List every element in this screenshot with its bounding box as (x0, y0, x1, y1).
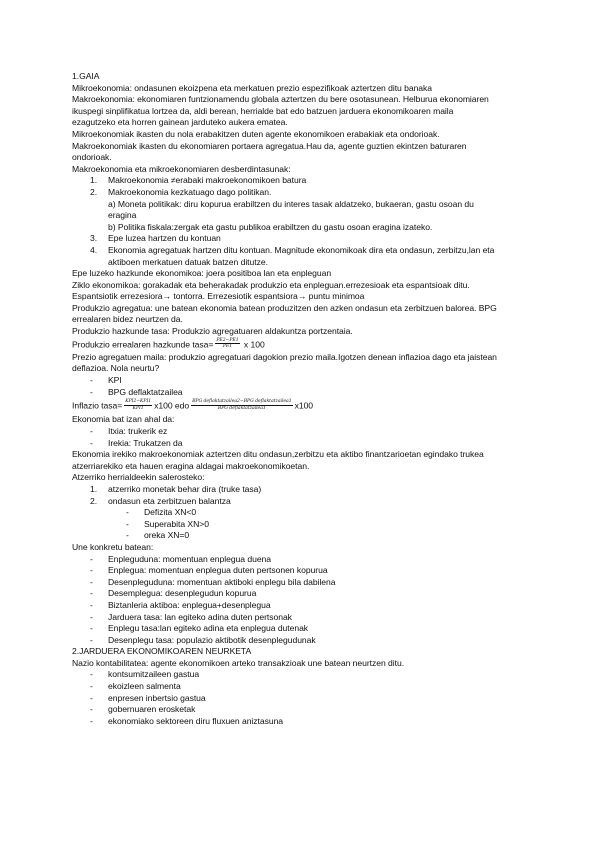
list-item (72, 233, 542, 245)
list-number: 4. (90, 244, 98, 255)
text-line: Produkzio agregatua: une batean ekonomia batean produzitzen den azken ondasun eta zerbitzuen balorea. BPG (72, 302, 497, 313)
ziklo-ekonomikoa: Ziklo ekonomikoa: gorakadak eta beherakadak produkzio eta enpleguan.errezesioak eta espantsioak ditu. (72, 279, 470, 290)
formula-prefix: Produkzio errealaren hazkunde tasa= (72, 339, 214, 350)
atzerriko-title: Atzerriko herrialdeekin salerosteko: (72, 472, 205, 483)
list-item-text: Epe luzea hartzen du kontuan (108, 233, 221, 244)
list-number: 2. (90, 495, 98, 506)
erreal-hazkunde-formula (72, 339, 542, 351)
fraction-denominator: KPI1 (132, 405, 144, 411)
list-item: - Enplegua: momentuan enplegua duten pertsonen kopurua (72, 565, 542, 577)
list-number: 1. (90, 175, 98, 186)
ekonomia-irekia-definition (72, 449, 542, 472)
list-item (72, 175, 542, 187)
formula-mid: x100 edo (154, 400, 190, 411)
section-1-heading: 1.GAIA (72, 71, 100, 81)
list-item: - BPG deflaktatzailea (72, 387, 542, 399)
list-item-text: Makroekonomia ≠erabaki makroekonomikoen batura (108, 175, 307, 186)
desberdintasunak-list (72, 175, 542, 268)
fraction-numerator: KPI2−KPI1 (125, 399, 152, 405)
formula-suffix: x100 (294, 400, 314, 411)
list-item: - KPI (72, 375, 542, 387)
list-item-text: Makroekonomia kezkatuago dago politikan. (108, 186, 272, 197)
list-item: - ekonomiako sektoreen diru fluxuen aniztasuna (72, 716, 542, 728)
formula-suffix: x 100 (241, 339, 265, 350)
list-item-text: aktiboen merkatuen datuak batzen ditutze. (108, 256, 268, 267)
list-item (72, 496, 542, 508)
inflazio-tasa-formula (72, 400, 542, 412)
text-line: a) Moneta politikak: diru kopurua erabiltzen du interes tasak aldatzeko, bukaeran, gastu osoan du (108, 198, 474, 209)
list-item (72, 199, 542, 222)
makroekonomia-definition (72, 94, 542, 129)
list-number: 1. (90, 483, 98, 494)
list-item: - Superabita XN>0 (72, 519, 542, 531)
mikroekonomia-ikasten: Mikroekonomiak ikasten du nola erabakitzen duten agente ekonomikoen erabakiak eta ondorioak. (72, 128, 440, 139)
text-line: b) Politika fiskala:zergak eta gastu publikoa erabiltzen du gastu osoan eragina izateko. (108, 221, 433, 232)
une-konkretu-list (72, 554, 542, 647)
list-item-text: atzerriko monetak behar dira (truke tasa) (108, 483, 262, 494)
list-item: - Enplegu tasa:lan egiteko adina eta enplegua dutenak (72, 623, 542, 635)
fraction-numerator: PE2−PE1 (216, 337, 239, 343)
formula-prefix: Inflazio tasa= (72, 400, 123, 411)
list-item: - Biztanleria aktiboa: enplegua+desenplegua (72, 600, 542, 612)
list-item: - Desenpleguduna: momentuan aktiboki enplegu bila dabilena (72, 577, 542, 589)
text-line: errealaren bidez neurtzen da. (72, 314, 183, 325)
list-item-text: Ekonomia agregatuak hartzen ditu kontuan. Magnitude ekonomikoak dira eta ondasun, zerbitzu,lan eta (108, 244, 495, 255)
list-item: - Jarduera tasa: lan egiteko adina duten pertsonak (72, 612, 542, 624)
bat-izan-list (72, 426, 542, 449)
text-line: eragina (108, 210, 137, 221)
list-number: 3. (90, 233, 98, 244)
fraction-numerator: BPG deflaktatzailea2−BPG deflaktatzailea1 (192, 399, 292, 405)
text-line: atzerriarekiko eta hauen eragina aldagai makroekonomikoetan. (72, 460, 310, 471)
text-line: deflazioa. Nola neurtu? (72, 363, 160, 374)
fraction (215, 338, 239, 350)
prezio-agregatuen-maila (72, 352, 542, 375)
text-line: Makroekonomiak ikasten du ekonomiaren portaera agregatua.Hau da, agente guztien ekintzen baturaren (72, 140, 467, 151)
produkzio-hazkunde-tasa: Produkzio hazkunde tasa: Produkzio agregatuaren aldakuntza portzentaia. (72, 326, 353, 337)
text-line: Prezio agregatuen maila: produkzio agregatuari dagokion prezio maila.Igotzen denean inflazioa dago eta jaistean (72, 351, 497, 362)
list-item: - ekoizleen salmenta (72, 681, 542, 693)
atzerriko-list (72, 484, 542, 507)
fraction (124, 399, 152, 411)
makroekonomia-ikasten (72, 141, 542, 164)
list-item: - Defizita XN<0 (72, 507, 542, 519)
list-item (72, 187, 542, 199)
text-line: Makroekonomia: ekonomiaren funtzionamendu globala aztertzen du bere osotasunean. Helburua ekonomiaren (72, 94, 489, 105)
fraction (191, 399, 293, 411)
list-item: - Desenplegu tasa: populazio aktibotik desenplegudunak (72, 635, 542, 647)
text-line: ikuspegi sinplifikatua lortzea da, aldi berean, herrialde bat edo batzuen jarduera ekonomikoaren maila (72, 105, 454, 116)
mikroekonomia-definition: Mikroekonomia: ondasunen ekoizpena eta merkatuen prezio espezifikoak aztertzen ditu banaka (72, 82, 433, 93)
une-konkretu-title: Une konkretu batean: (72, 541, 154, 552)
list-item (72, 245, 542, 268)
list-item: - Enpleguduna: momentuan enplegua duena (72, 554, 542, 566)
list-item: - enpresen inbertsio gastua (72, 693, 542, 705)
list-item: - Desemplegua: desenplegudun kopurua (72, 588, 542, 600)
moneta-politika (108, 199, 542, 222)
document-page (72, 71, 542, 727)
list-item: - oreka XN=0 (72, 530, 542, 542)
neurtu-list (72, 375, 542, 398)
section-2-heading: 2.JARDUERA EKONOMIKOAREN NEURKETA (72, 646, 252, 657)
list-item: - Irekia: Trukatzen da (72, 438, 542, 450)
produkzio-agregatua (72, 303, 542, 326)
desberdintasunak-title: Makroekonomia eta mikroekonomiaren desberdintasunak: (72, 163, 291, 174)
text-line: ezagutzeko eta horren gainean jarduteko aukera ematea. (72, 117, 288, 128)
text-line: Ekonomia irekiko makroekonomiak aztertzen ditu ondasun,zerbitzu eta aktibo finantzarioetan egindako trukea (72, 449, 484, 460)
text-line: ondorioak. (72, 152, 112, 163)
politika-fiskala (108, 222, 542, 234)
nazio-kontabilitatea-list (72, 669, 542, 727)
list-item: - gobernuaren erosketak (72, 704, 542, 716)
bat-izan-title: Ekonomia bat izan ahal da: (72, 414, 175, 425)
list-item-text: ondasun eta zerbitzuen balantza (108, 495, 231, 506)
list-item: - Itxia: trukerik ez (72, 426, 542, 438)
espantsiotik-errezesiora: Espantsiotik errezesiora→ tontorra. Errezesiotik espantsiora→ puntu minimoa (72, 291, 365, 302)
nazio-kontabilitatea: Nazio kontabilitatea: agente ekonomikoen arteko transakzioak une batean neurtzen ditu. (72, 657, 405, 668)
epe-luzeko-hazkundea: Epe luzeko hazkunde ekonomikoa: joera positiboa lan eta enpleguan (72, 268, 332, 279)
list-item (72, 222, 542, 234)
fraction-denominator: BPG deflaktatzailea1 (217, 405, 266, 411)
balantza-list (72, 507, 542, 542)
list-item: - kontsumitzaileen gastua (72, 669, 542, 681)
list-item (72, 484, 542, 496)
fraction-denominator: PE1 (222, 344, 233, 350)
list-number: 2. (90, 186, 98, 197)
